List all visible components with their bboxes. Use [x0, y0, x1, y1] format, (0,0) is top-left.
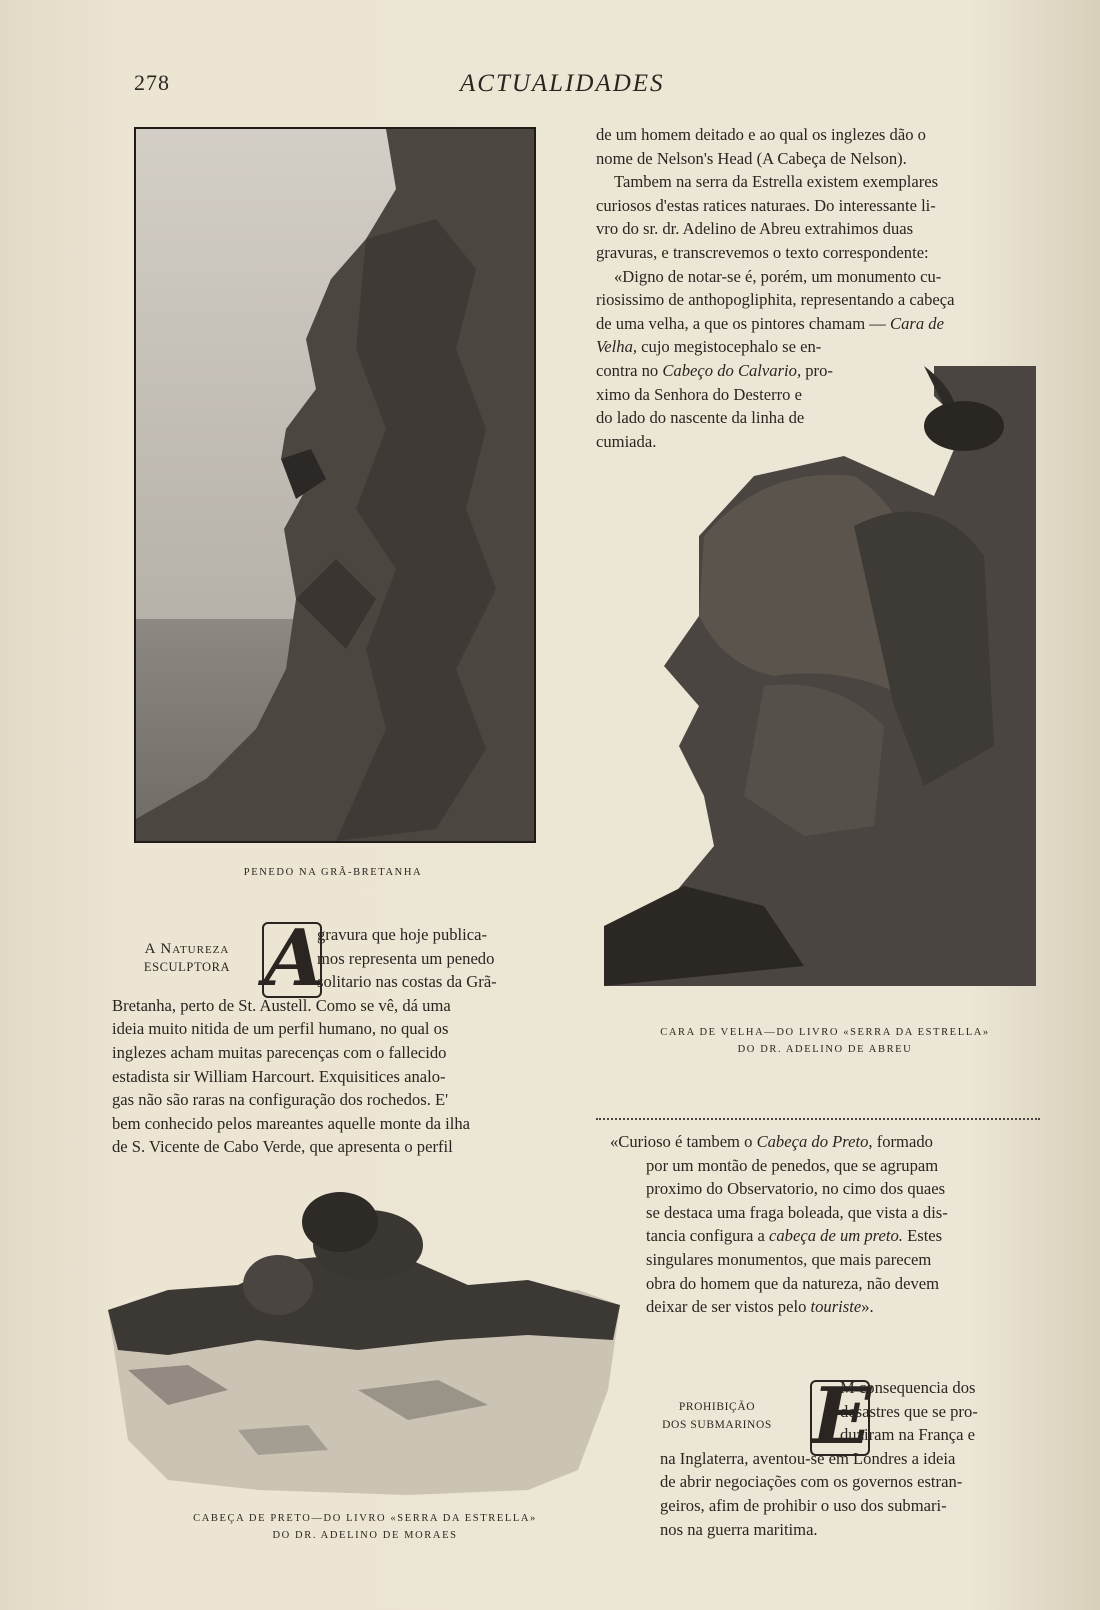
side-heading-line1: A Natureza: [144, 941, 230, 957]
text-span: pro-: [801, 360, 833, 380]
line: solitario nas costas da Grã-: [317, 972, 497, 992]
line: vro do sr. dr. Adelino de Abreu extrahimos duas: [596, 219, 914, 239]
line: Bretanha, perto de St. Austell. Como se vê, dá uma: [112, 995, 451, 1015]
drop-cap-e: E: [812, 1371, 872, 1462]
side-heading-line2: ESCULPTORA: [143, 960, 231, 974]
paragraph-1: [596, 123, 1042, 170]
italic-span: Velha,: [596, 337, 638, 357]
text-span: deixar de ser vistos pelo: [646, 1297, 811, 1317]
rock-pile-image: [108, 1190, 620, 1500]
line: cumiada.: [596, 431, 657, 451]
line: «Digno de notar-se é, porém, um monumento cu-: [614, 266, 942, 286]
line: de um homem deitado e ao qual os inglezes dão o: [596, 125, 926, 144]
line: riosissimo de anthopogliphita, representando a cabeça: [596, 290, 955, 310]
running-head: ACTUALIDADES: [460, 70, 665, 97]
line: geiros, afim de prohibir o uso dos submari-: [660, 1495, 947, 1515]
italic-span: Cabeça do Preto,: [756, 1132, 873, 1151]
line: por um montão de penedos, que se agrupam: [646, 1155, 939, 1175]
caption-line: DO DR. ADELINO DE MORAES: [272, 1530, 458, 1541]
line: inglezes acham muitas parecenças com o fallecido: [112, 1042, 447, 1062]
caption-line: DO DR. ADELINO DE ABREU: [737, 1044, 913, 1055]
article-submarinos-body: [660, 1371, 1038, 1541]
photo-cabeca-preto: [108, 1190, 620, 1500]
line: gravuras, e transcrevemos o texto correspondente:: [596, 242, 929, 262]
old-woman-rock-image: [604, 366, 1036, 986]
dotted-separator: [596, 1118, 1040, 1120]
text-span: formado: [872, 1132, 933, 1151]
paragraph-2: [596, 170, 1042, 264]
line: na Inglaterra, aventou-se em Londres a ideia: [660, 1448, 956, 1468]
italic-span: touriste: [810, 1297, 862, 1317]
line: gravura que hoje publica-: [317, 925, 488, 944]
photo-penedo: [134, 127, 536, 843]
line: nos na guerra maritima.: [660, 1519, 818, 1539]
italic-span: Cabeço do Calvario,: [662, 360, 802, 380]
drop-cap-a: A: [264, 913, 325, 1004]
caption-cabeca-preto: [150, 1510, 580, 1544]
italic-span: cabeça de um preto.: [769, 1226, 903, 1246]
line: gas não são raras na configuração dos rochedos. E': [112, 1090, 449, 1110]
paragraph-4: [610, 1130, 1040, 1319]
line: M consequencia dos: [840, 1378, 976, 1397]
line: se destaca uma fraga boleada, que vista a dis-: [646, 1202, 948, 1222]
side-heading-line2: DOS SUBMARINOS: [662, 1419, 772, 1431]
text-span: cujo megistocephalo se en-: [637, 337, 822, 357]
rock-profile-image: [136, 129, 534, 841]
italic-span: Cara de: [890, 313, 944, 333]
text-span: tancia configura a: [646, 1226, 770, 1246]
line: desastres que se pro-: [840, 1401, 978, 1421]
line: [596, 312, 1042, 336]
article-natureza-body: [112, 913, 552, 1159]
line: ximo da Senhora do Desterro e: [596, 384, 802, 404]
line: do lado do nascente da linha de: [596, 408, 805, 428]
line: nome de Nelson's Head (A Cabeça de Nelson).: [596, 148, 907, 168]
text-span: «Curioso é tambem o: [610, 1132, 757, 1151]
line: ideia muito nitida de um perfil humano, no qual os: [112, 1019, 449, 1039]
text-span: contra no: [596, 360, 663, 380]
line: obra do homem que da natureza, não devem: [646, 1273, 940, 1293]
caption-cara-de-velha: [610, 1024, 1040, 1058]
line: estadista sir William Harcourt. Exquisitices analo-: [112, 1066, 446, 1086]
text-span: ».: [861, 1297, 874, 1317]
line: [596, 335, 1042, 359]
line: bem conhecido pelos mareantes aquelle monte da ilha: [112, 1113, 471, 1133]
line: singulares monumentos, que mais parecem: [646, 1249, 932, 1269]
line: [610, 1295, 1040, 1319]
text-span: Estes: [902, 1226, 943, 1246]
line: [610, 1224, 1040, 1248]
line: Tambem na serra da Estrella existem exemplares: [614, 172, 939, 192]
photo-cara-de-velha: [604, 366, 1036, 986]
line: duziram na França e: [840, 1425, 975, 1445]
caption-line: CARA DE VELHA—DO LIVRO «SERRA DA ESTRELLA»: [660, 1027, 990, 1038]
text-span: de uma velha, a que os pintores chamam —: [596, 313, 890, 333]
line: de abrir negociações com os governos estran-: [660, 1472, 963, 1492]
page-number: 278: [134, 70, 170, 95]
caption-penedo: PENEDO NA GRÃ-BRETANHA: [243, 867, 423, 878]
line: curiosos d'estas ratices naturaes. Do interessante li-: [596, 195, 936, 215]
line: proximo do Observatorio, no cimo dos quaes: [646, 1179, 946, 1199]
line: mos representa um penedo: [317, 948, 495, 968]
line: [610, 1130, 1040, 1154]
side-heading-line1: PROHIBIÇÃO: [678, 1401, 756, 1413]
caption-line: CABEÇA DE PRETO—DO LIVRO «SERRA DA ESTRELLA»: [193, 1513, 537, 1524]
line: de S. Vicente de Cabo Verde, que apresenta o perfil: [112, 1137, 453, 1157]
